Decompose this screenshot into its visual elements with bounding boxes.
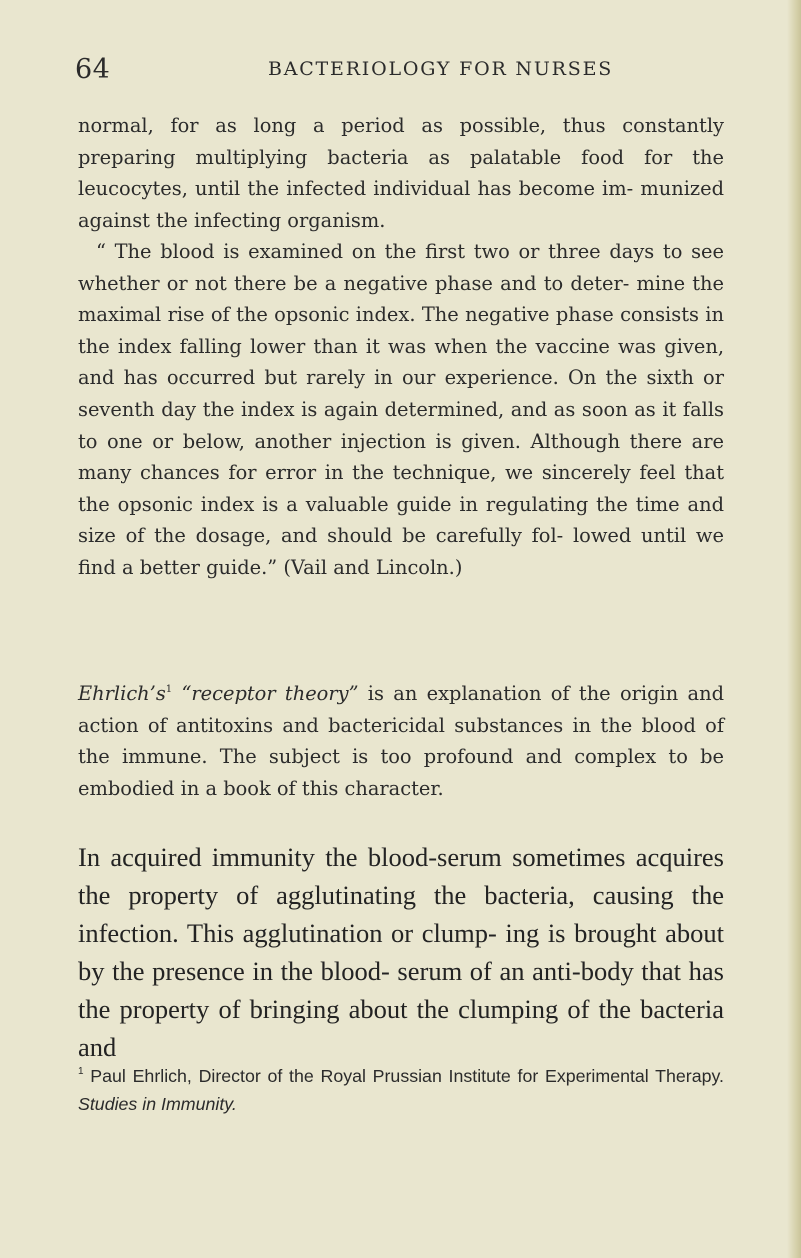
page-number: 64 [75,54,111,85]
page-edge-shadow [787,0,801,1258]
footnote-marker: 1 [78,1066,84,1077]
receptor-theory-term: “receptor theory” [181,682,359,705]
footnote-text: Paul Ehrlich, Director of the Royal Prussian Institute for Experimental Therapy. [83,1066,724,1086]
paragraph-4-large-type: In acquired immunity the blood-serum sometimes acquires the property of agglutinating the bacteria, causing the infection. This agglutination or clump- ing is brought about by the presence in the blood- serum of an anti-body that has the property of bringing about the clumping of the bacteria and [78,842,724,1062]
paragraph-3-text: is an explanation of the origin and action of antitoxins and bactericidal substances in the blood of the immune. The subject is too profound and complex to be embodied in a book of this character. [78,682,724,800]
page-header [0,54,801,94]
footnote-source: Studies in Immunity. [78,1094,237,1114]
footnote [78,1062,724,1118]
footnote-ref: 1 [165,684,173,695]
paragraph-1: normal, for as long a period as possible, thus constantly preparing multiplying bacteria as palatable food for the leucocytes, until the infected individual has become im- munized against the infecting organism. [78,114,724,232]
running-head: BACTERIOLOGY FOR NURSES [267,58,614,80]
paragraph-3 [78,678,724,804]
ehrlich-name: Ehrlich’s [78,682,166,705]
paragraph-2-quote: “ The blood is examined on the first two or three days to see whether or not there be a negative phase and to deter- mine the maximal rise of the opsonic index. The negative phase consists in the index falling lower than it was when the vaccine was given, and has occurred but rarely in our experience. On the sixth or seventh day the index is again determined, and as soon as it falls to one or below, another injection is given. Although there are many chances for error in the technique, we sincerely feel that the opsonic index is a valuable guide in regulating the time and size of the dosage, and should be carefully fol- lowed until we find a better guide.” (Vail and Lincoln.) [78,240,724,579]
